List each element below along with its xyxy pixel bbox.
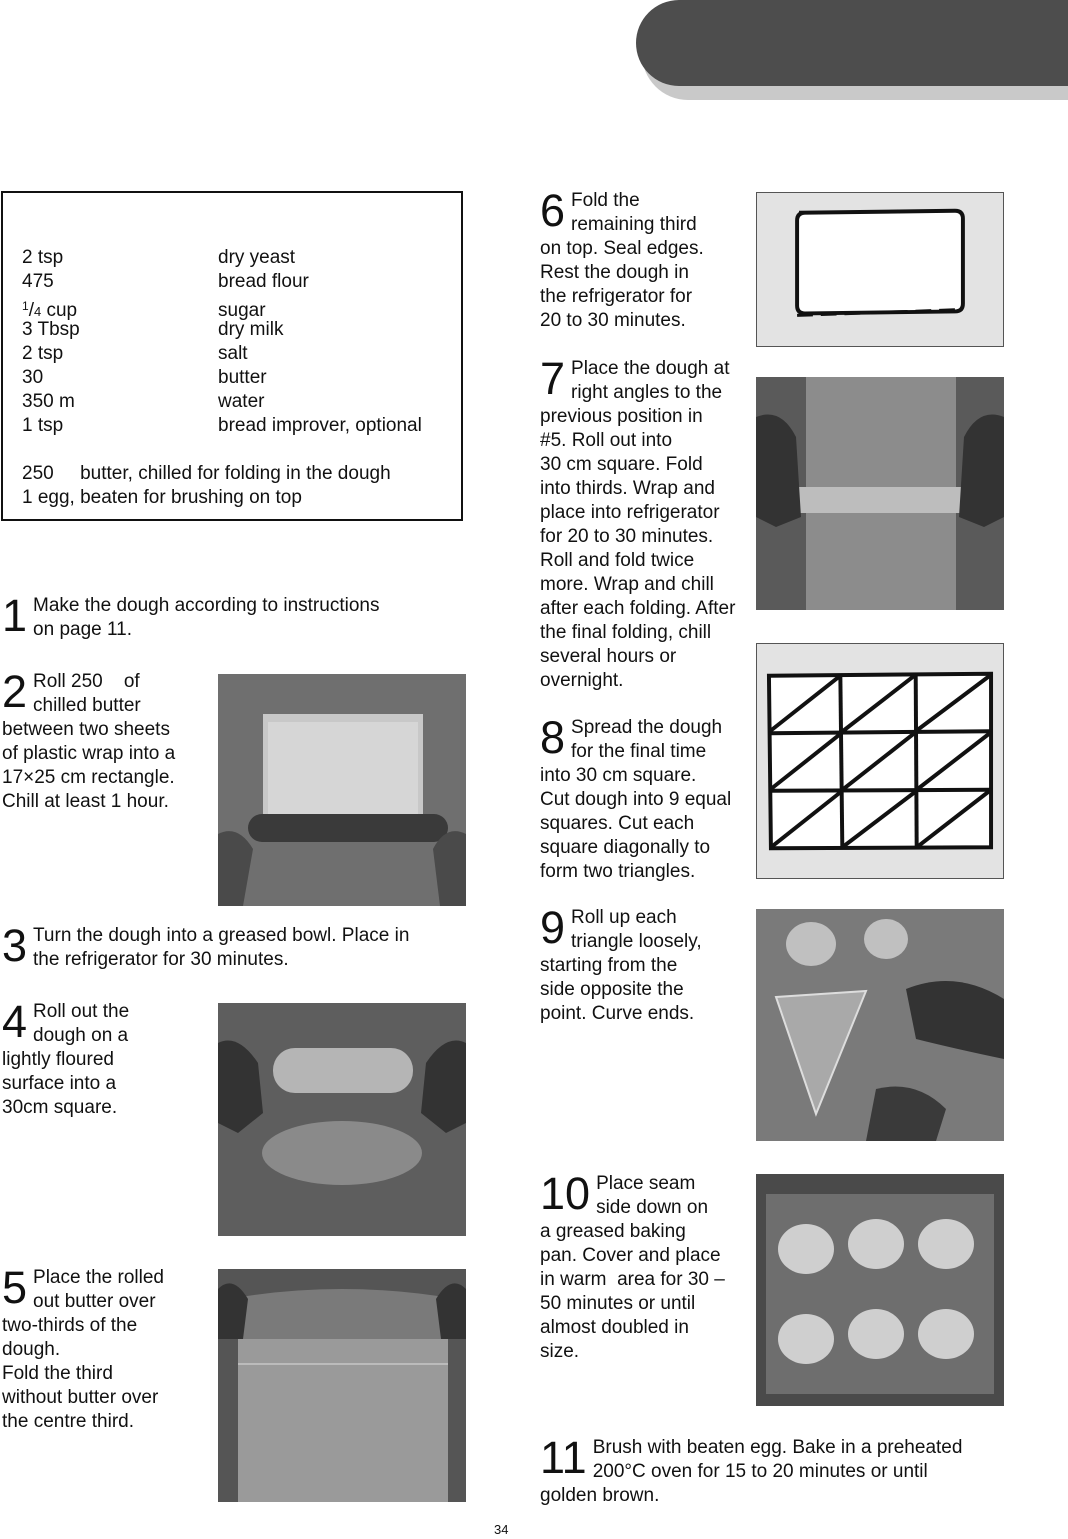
step-text: Place the dough at right angles to the previous position in #5. Roll out into 30 cm square. Fold into thirds. Wrap and place into refrigerator for 20 to 30 minutes. Roll and fold twice more. Wrap and chill after each folding. After the final folding, chill several hours or overnight. — [540, 358, 736, 691]
step-3 — [2, 920, 462, 972]
photo-folding-dough — [218, 1269, 466, 1502]
step-text: Roll up each triangle loosely, starting from the side opposite the point. Curve ends. — [540, 907, 702, 1024]
step-8 — [540, 712, 754, 884]
step-2 — [2, 666, 208, 814]
step-text: Roll 250 of chilled butter between two sheets of plastic wrap into a 17×25 cm rectangle. Chill at least 1 hour. — [2, 671, 176, 812]
step-text: Place the rolled out butter over two-thirds of the dough. Fold the third without butter over the centre third. — [2, 1267, 164, 1432]
step-number: 8 — [540, 712, 566, 763]
step-number: 2 — [2, 666, 28, 717]
photo-rolling-triangles — [756, 909, 1004, 1141]
ingredient-row: 350 m water — [22, 391, 265, 412]
photo-rolling-butter — [218, 674, 466, 906]
step-text: Roll out the dough on a lightly floured surface into a 30cm square. — [2, 1001, 130, 1118]
step-number: 10 — [540, 1168, 591, 1219]
header-tab — [636, 0, 1068, 86]
step-5 — [2, 1262, 208, 1434]
ingredient-row: $^1$/4 cup sugar — [22, 299, 266, 321]
ingredients-box — [1, 191, 463, 521]
step-text: Spread the dough for the final time into 30 cm square. Cut dough into 9 equal squares. Cut each square diagonally to form two triangles. — [540, 717, 732, 882]
ingredient-row: 2 tsp salt — [22, 343, 248, 364]
step-text: Turn the dough into a greased bowl. Place in the refrigerator for 30 minutes. — [33, 925, 410, 970]
page-number: 34 — [494, 1522, 509, 1537]
ingredient-row: 2 tsp dry yeast — [22, 247, 296, 268]
step-text: Fold the remaining third on top. Seal edges. Rest the dough in the refrigerator for 20 to 30 minutes. — [540, 190, 704, 331]
step-text: Make the dough according to instructions on page 11. — [33, 595, 380, 640]
ingredient-row: 30 butter — [22, 367, 267, 388]
step-number: 1 — [2, 590, 28, 641]
photo-rolling-dough — [218, 1003, 466, 1236]
ingredient-row: 475 bread flour — [22, 271, 309, 292]
ingredient-butter-folding: 250 butter, chilled for folding in the dough — [22, 463, 391, 484]
step-number: 9 — [540, 902, 566, 953]
step-9 — [540, 902, 752, 1026]
step-number: 5 — [2, 1262, 28, 1313]
step-number: 7 — [540, 353, 566, 404]
step-number: 11 — [540, 1432, 587, 1483]
ingredient-row: 3 Tbsp dry milk — [22, 319, 284, 340]
step-6 — [540, 185, 752, 333]
ingredient-egg: 1 egg, beaten for brushing on top — [22, 487, 302, 508]
step-11 — [540, 1432, 1030, 1508]
step-1 — [2, 590, 462, 642]
step-7 — [540, 353, 754, 693]
step-text: Brush with beaten egg. Bake in a preheated 200°C oven for 15 to 20 minutes or until golden brown. — [540, 1437, 963, 1506]
step-number: 3 — [2, 920, 28, 971]
photo-baking-pan — [756, 1174, 1004, 1406]
photo-rolling-square — [756, 377, 1004, 610]
step-number: 4 — [2, 996, 28, 1047]
step-4 — [2, 996, 208, 1120]
step-10 — [540, 1168, 752, 1364]
ingredient-row: 1 tsp bread improver, optional — [22, 415, 422, 436]
step-number: 6 — [540, 185, 566, 236]
illustration-cut-grid — [756, 643, 1004, 879]
step-text: Place seam side down on a greased baking pan. Cover and place in warm area for 30 – 50 minutes or until almost doubled in size. — [540, 1173, 725, 1362]
illustration-folded-dough — [756, 192, 1004, 347]
